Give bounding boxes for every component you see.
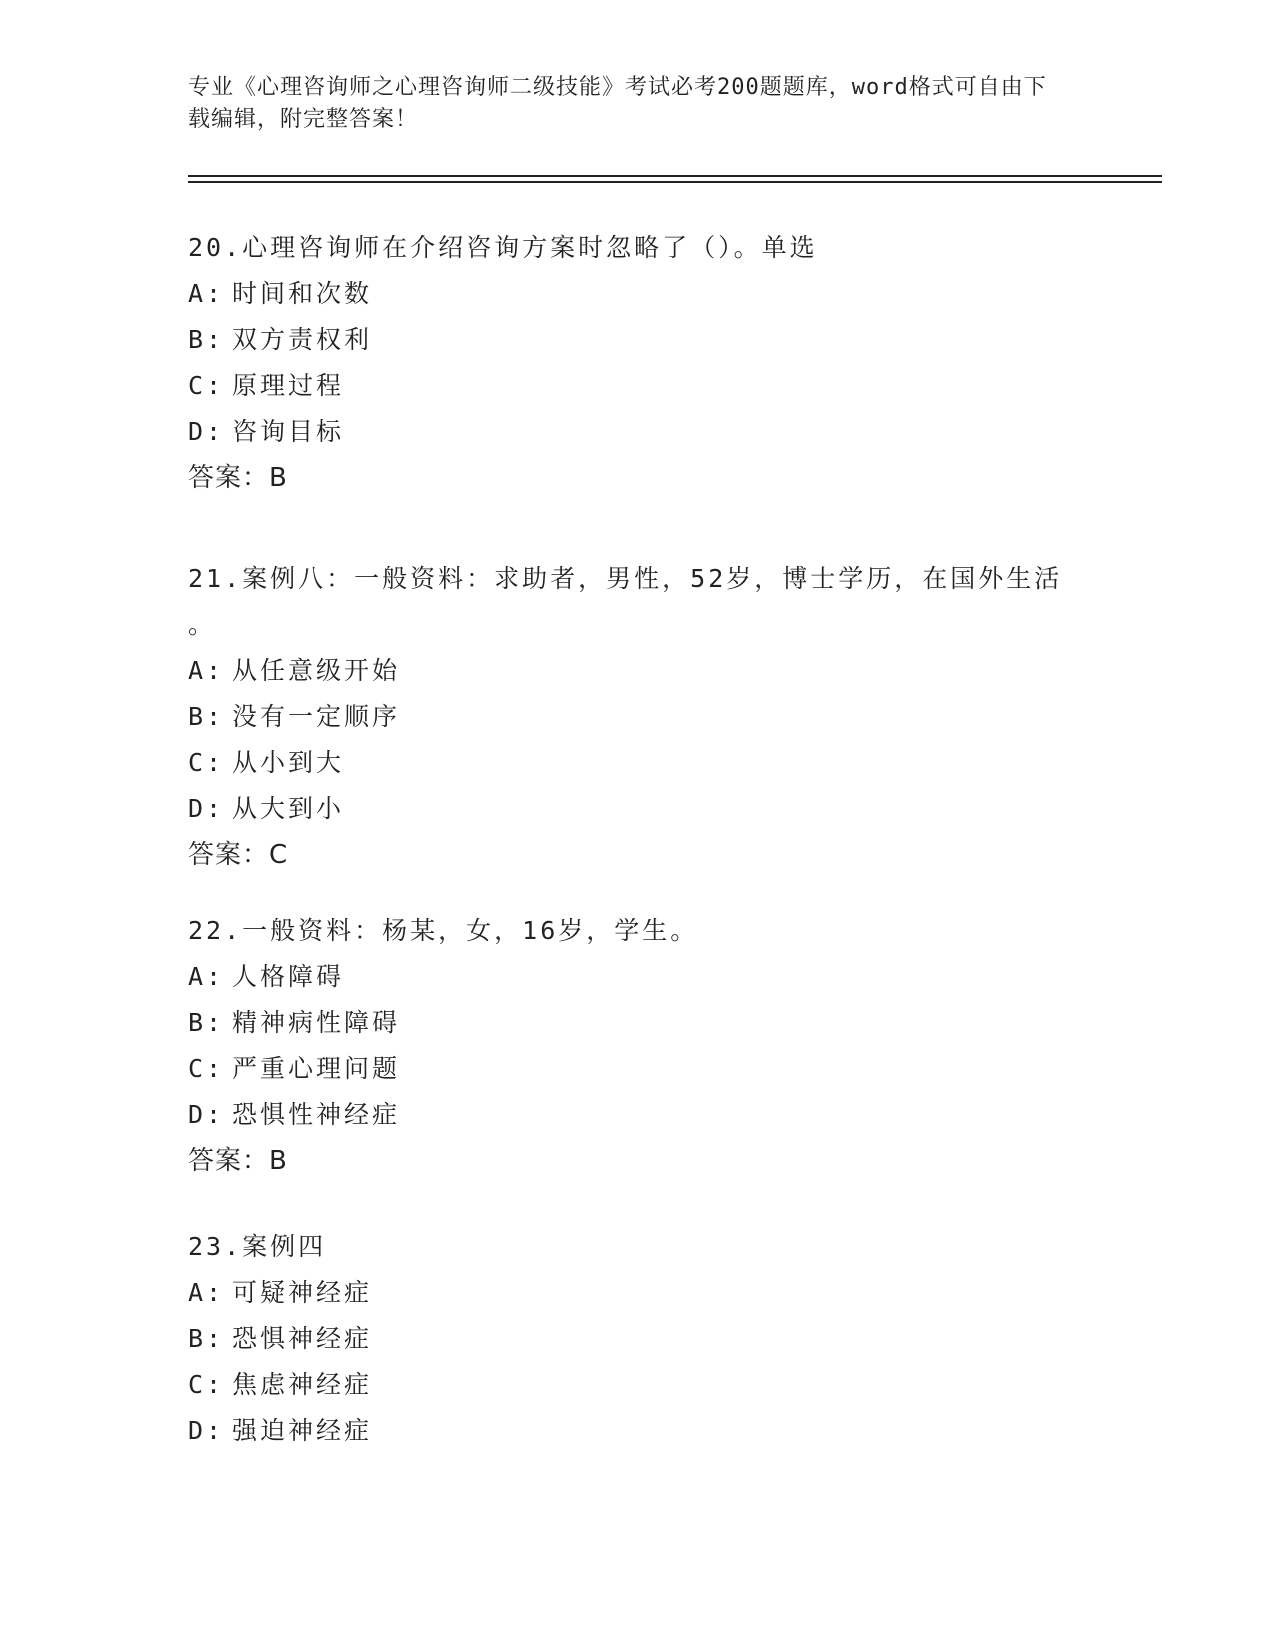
option-text: 人格障碍 [232,962,345,991]
question-stem-continuation: 。 [188,610,217,639]
question-stem: 20.心理咨询师在介绍咨询方案时忽略了（）。单选 [188,233,818,262]
answer: 答案：C [188,840,289,870]
option-d [188,786,1108,832]
option-b [188,694,1108,740]
question-23 [188,1224,1108,1454]
option-b [188,1316,1108,1362]
option-letter: C: [188,748,225,777]
answer: 答案：B [188,463,288,493]
option-text: 时间和次数 [232,279,373,308]
option-text: 从任意级开始 [232,656,401,685]
question-stem: 21.案例八：一般资料：求助者，男性，52岁，博士学历，在国外生活 [188,564,1063,593]
option-text: 双方责权利 [232,325,373,354]
option-letter: A: [188,1278,225,1307]
option-letter: D: [188,1416,225,1445]
answer: 答案：B [188,1146,288,1176]
option-b [188,317,1108,363]
document-header: 专业《心理咨询师之心理咨询师二级技能》考试必考200题题库，word格式可自由下载编辑，附完整答案！ [188,75,1047,132]
option-b [188,1000,1108,1046]
option-d [188,409,1108,455]
option-c [188,740,1108,786]
option-letter: B: [188,1008,225,1037]
option-text: 从小到大 [232,748,345,777]
option-d [188,1408,1108,1454]
option-text: 从大到小 [232,794,345,823]
question-21 [188,556,1108,878]
option-d [188,1092,1108,1138]
option-text: 焦虑神经症 [232,1370,373,1399]
option-letter: A: [188,962,225,991]
option-a [188,1270,1108,1316]
header-divider-top [188,175,1162,177]
option-letter: B: [188,325,225,354]
question-stem: 22.一般资料：杨某，女，16岁，学生。 [188,916,699,945]
question-stem: 23.案例四 [188,1232,327,1261]
header-divider-bottom [188,181,1162,183]
option-text: 严重心理问题 [232,1054,401,1083]
option-letter: A: [188,656,225,685]
option-text: 可疑神经症 [232,1278,373,1307]
option-letter: C: [188,371,225,400]
option-letter: A: [188,279,225,308]
option-letter: B: [188,702,225,731]
option-letter: D: [188,794,225,823]
option-text: 强迫神经症 [232,1416,373,1445]
option-c [188,1362,1108,1408]
option-text: 咨询目标 [232,417,345,446]
option-c [188,1046,1108,1092]
question-20 [188,225,1108,501]
option-text: 恐惧性神经症 [232,1100,401,1129]
option-a [188,271,1108,317]
option-c [188,363,1108,409]
option-text: 原理过程 [232,371,345,400]
option-a [188,648,1108,694]
option-letter: C: [188,1054,225,1083]
option-a [188,954,1108,1000]
option-letter: B: [188,1324,225,1353]
option-text: 恐惧神经症 [232,1324,373,1353]
question-22 [188,908,1108,1184]
option-text: 没有一定顺序 [232,702,401,731]
option-letter: C: [188,1370,225,1399]
option-letter: D: [188,1100,225,1129]
option-letter: D: [188,417,225,446]
option-text: 精神病性障碍 [232,1008,401,1037]
